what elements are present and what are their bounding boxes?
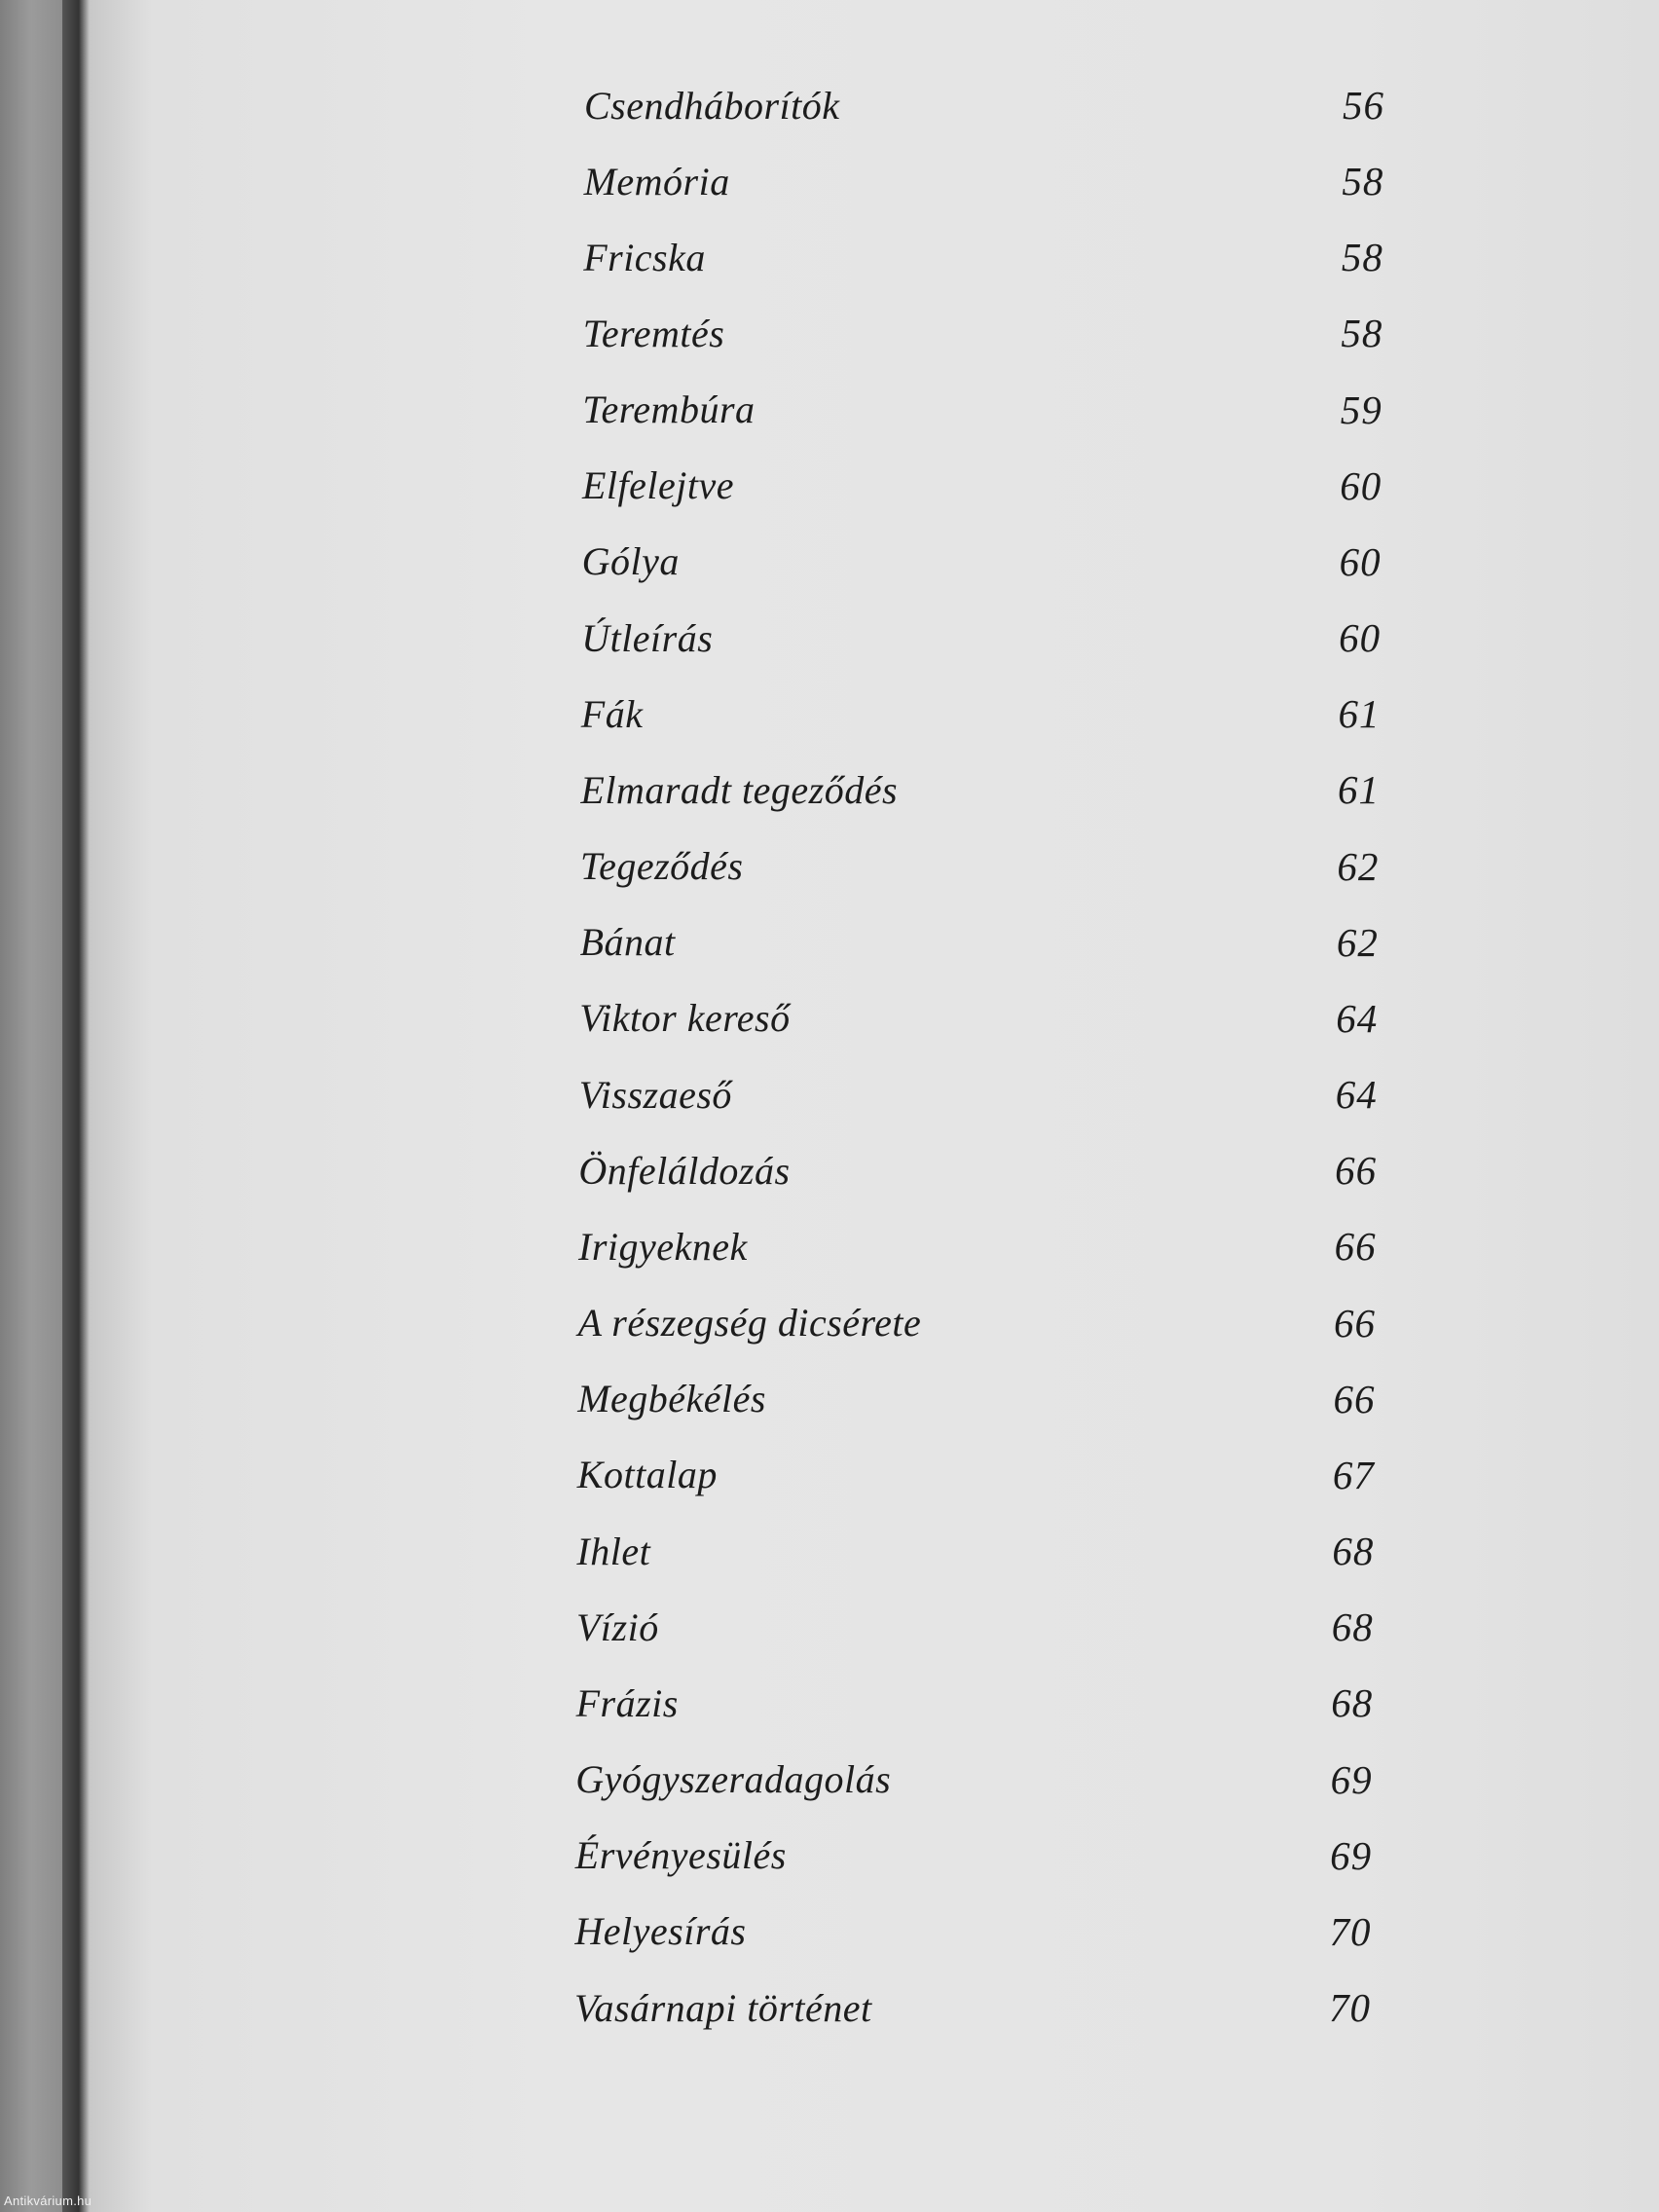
toc-entry	[578, 1294, 1376, 1352]
toc-entry-title: Megbékélés	[577, 1377, 766, 1421]
toc-entry-page-number: 56	[1343, 83, 1384, 128]
toc-entry-title: Helyesírás	[574, 1909, 747, 1954]
toc-entry-page-number: 69	[1330, 1756, 1373, 1802]
toc-entry-page-number: 61	[1337, 767, 1380, 813]
toc-entry-title: Útleírás	[581, 615, 714, 660]
toc-entry-title: Bánat	[579, 920, 676, 965]
toc-entry-page-number: 70	[1329, 1908, 1372, 1954]
toc-entry-page-number: 67	[1332, 1452, 1375, 1497]
toc-entry	[574, 1902, 1371, 1961]
toc-entry-page-number: 66	[1333, 1376, 1376, 1421]
toc-entry-title: Visszaeső	[578, 1072, 732, 1117]
toc-entry	[580, 913, 1379, 972]
toc-entry-title: Vízió	[576, 1604, 659, 1649]
toc-entry	[583, 228, 1383, 286]
toc-entry-page-number: 66	[1334, 1300, 1377, 1346]
toc-entry-title: Kottalap	[576, 1453, 718, 1497]
toc-entry-title: Terembúra	[582, 387, 756, 432]
toc-entry-title: Érvényesülés	[574, 1833, 787, 1878]
toc-entry-title: Tegeződés	[580, 844, 744, 889]
toc-entry	[578, 1141, 1377, 1199]
toc-entry	[576, 1522, 1374, 1580]
toc-entry-title: Teremtés	[582, 311, 725, 355]
toc-entry-page-number: 61	[1338, 691, 1381, 737]
book-page	[90, 0, 1659, 2212]
toc-entry	[581, 684, 1381, 743]
toc-entry	[584, 152, 1384, 210]
toc-entry-page-number: 64	[1336, 995, 1379, 1041]
toc-entry	[576, 1674, 1374, 1732]
toc-entry-page-number: 66	[1335, 1148, 1378, 1194]
toc-entry-title: Elmaradt tegeződés	[580, 767, 899, 812]
toc-entry-title: Csendháborítók	[584, 83, 840, 128]
toc-entry	[575, 1826, 1372, 1885]
book-spine-edge	[62, 0, 90, 2212]
toc-entry	[581, 608, 1381, 667]
toc-entry-page-number: 62	[1336, 919, 1379, 965]
toc-entry	[574, 1978, 1371, 2037]
watermark: Antikvárium.hu	[4, 2194, 92, 2208]
toc-entry-title: Gyógyszeradagolás	[575, 1757, 892, 1802]
toc-entry-title: Viktor kereső	[579, 996, 791, 1041]
toc-entry	[577, 1370, 1375, 1428]
toc-entry-title: Frázis	[575, 1680, 679, 1725]
toc-entry	[580, 760, 1380, 819]
toc-entry-page-number: 69	[1330, 1832, 1373, 1878]
toc-entry-page-number: 64	[1335, 1072, 1378, 1118]
toc-entry-page-number: 68	[1332, 1529, 1375, 1574]
toc-entry-page-number: 60	[1339, 538, 1382, 584]
toc-entry-title: Fák	[580, 691, 644, 736]
toc-entry-page-number: 70	[1329, 1985, 1371, 2030]
toc-entry-title: A részegség dicsérete	[577, 1301, 922, 1346]
toc-entry-page-number: 58	[1342, 159, 1384, 204]
toc-entry-title: Vasárnapi történet	[574, 1985, 872, 2030]
toc-entry	[582, 457, 1382, 515]
table-of-contents	[90, 0, 1659, 2212]
toc-entry-title: Elfelejtve	[582, 463, 735, 508]
toc-entry-title: Fricska	[583, 235, 706, 279]
toc-entry	[584, 76, 1384, 134]
toc-entry	[583, 304, 1383, 362]
toc-entry-page-number: 60	[1340, 462, 1382, 508]
toc-entry-title: Memória	[583, 159, 730, 203]
toc-entry-page-number: 62	[1337, 843, 1380, 889]
toc-entry-page-number: 58	[1341, 235, 1383, 280]
toc-entry	[582, 381, 1382, 439]
toc-entry-title: Irigyeknek	[578, 1224, 748, 1269]
toc-entry-title: Önfeláldozás	[578, 1148, 791, 1193]
toc-entry-page-number: 60	[1339, 615, 1382, 661]
toc-entry	[579, 1065, 1378, 1124]
toc-entry	[578, 1217, 1377, 1275]
toc-entry	[575, 1751, 1372, 1809]
toc-entry	[577, 1446, 1375, 1504]
toc-entry	[576, 1598, 1374, 1656]
toc-entry-page-number: 58	[1341, 311, 1383, 356]
toc-entry-title: Ihlet	[576, 1529, 651, 1573]
toc-entry-page-number: 68	[1331, 1604, 1374, 1650]
toc-entry	[579, 989, 1378, 1048]
toc-entry-title: Gólya	[581, 539, 680, 584]
toc-entry-page-number: 59	[1340, 387, 1382, 432]
toc-entry	[580, 837, 1379, 896]
toc-entry-page-number: 66	[1334, 1224, 1377, 1270]
toc-entry	[582, 533, 1382, 591]
toc-entry-page-number: 68	[1331, 1680, 1374, 1726]
